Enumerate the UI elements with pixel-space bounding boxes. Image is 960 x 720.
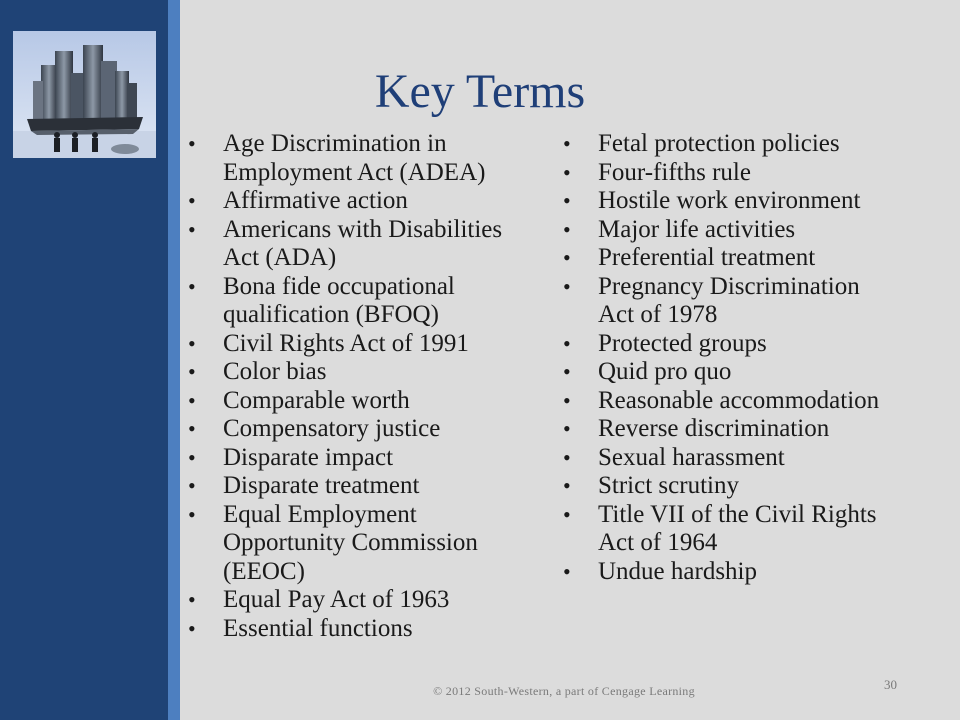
list-item: • Bona fide occupational qualification (BFOQ) (188, 273, 533, 330)
list-item: • Protected groups (563, 330, 893, 359)
list-item: • Major life activities (563, 216, 893, 245)
list-item: • Hostile work environment (563, 187, 893, 216)
key-terms-right-list (563, 130, 893, 586)
list-item: • Comparable worth (188, 387, 533, 416)
list-item: • Compensatory justice (188, 415, 533, 444)
list-item: • Quid pro quo (563, 358, 893, 387)
copyright-footer (0, 684, 960, 699)
list-item: • Color bias (188, 358, 533, 387)
slide-title: Key Terms (374, 65, 586, 118)
list-item: • Fetal protection policies (563, 130, 893, 159)
list-item: • Civil Rights Act of 1991 (188, 330, 533, 359)
list-item: • Preferential treatment (563, 244, 893, 273)
list-item: • Reasonable accommodation (563, 387, 893, 416)
city-skyline-on-shoulders-icon (13, 31, 156, 158)
list-item: • Four-fifths rule (563, 159, 893, 188)
list-item: • Reverse discrimination (563, 415, 893, 444)
copyright-text: © 2012 South-Western, a part of Cengage Learning (433, 684, 695, 698)
list-item: • Age Discrimination in Employment Act (ADEA) (188, 130, 533, 187)
list-item: • Equal Employment Opportunity Commission (EEOC) (188, 501, 533, 587)
list-item: • Americans with Disabilities Act (ADA) (188, 216, 533, 273)
list-item: • Pregnancy Discrimination Act of 1978 (563, 273, 893, 330)
key-terms-left-list (188, 130, 533, 643)
list-item: • Sexual harassment (563, 444, 893, 473)
list-item: • Essential functions (188, 615, 533, 644)
list-item: • Undue hardship (563, 558, 893, 587)
list-item: • Strict scrutiny (563, 472, 893, 501)
page-number: 30 (884, 677, 897, 692)
list-item: • Title VII of the Civil Rights Act of 1964 (563, 501, 893, 558)
sidebar-stripe (168, 0, 180, 720)
list-item: • Affirmative action (188, 187, 533, 216)
list-item: • Equal Pay Act of 1963 (188, 586, 533, 615)
list-item: • Disparate impact (188, 444, 533, 473)
list-item: • Disparate treatment (188, 472, 533, 501)
